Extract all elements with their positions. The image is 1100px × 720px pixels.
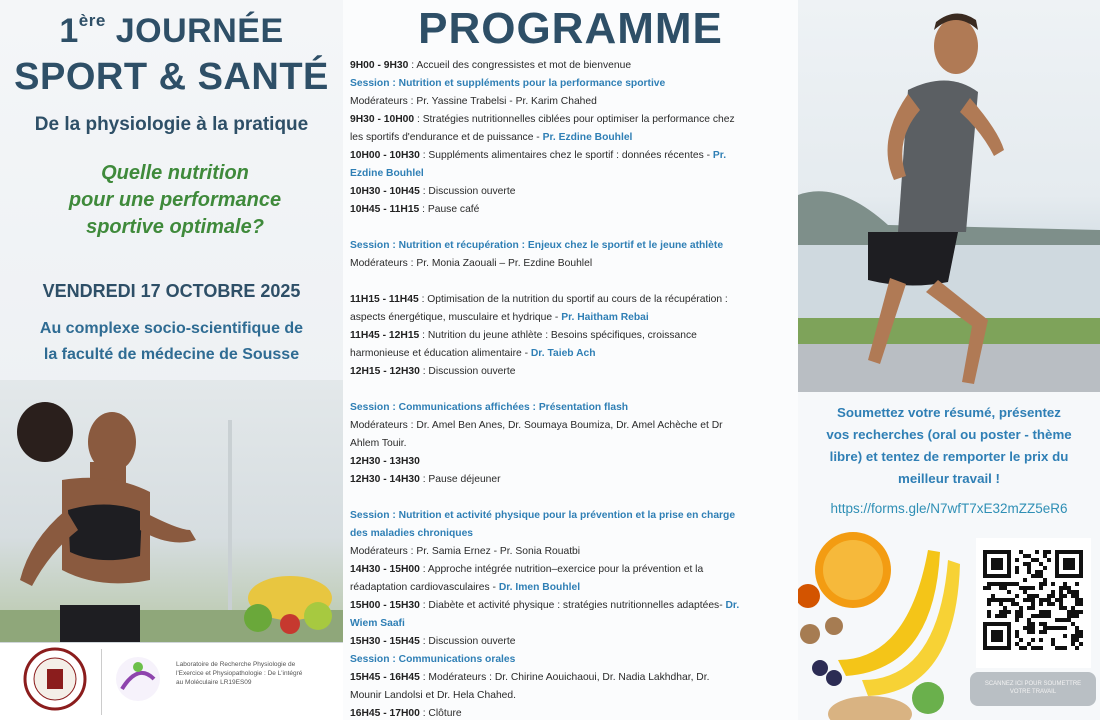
- session-heading: [350, 237, 797, 255]
- title-word: JOURNÉE: [115, 12, 284, 50]
- speaker-name: Pr. Ezdine Bouhlel: [542, 132, 633, 143]
- schedule-text: les sportifs d'endurance et de puissance -: [350, 132, 543, 143]
- schedule-time: 10H30 - 10H45: [350, 186, 420, 197]
- schedule-item: [350, 669, 797, 687]
- schedule-time: 12H15 - 12H30: [350, 366, 420, 377]
- qr-caption-line: SCANNEZ ICI POUR SOUMETTRE: [984, 681, 1082, 687]
- schedule-item: [350, 291, 797, 309]
- schedule-text: harmonieuse et éducation alimentaire -: [350, 348, 531, 359]
- schedule-time: 12H30 - 14H30: [350, 474, 420, 485]
- schedule-text: : Discussion ouverte: [419, 186, 516, 197]
- schedule-time: 10H45 - 11H15: [350, 204, 420, 215]
- schedule-time: 16H45 - 17H00: [350, 708, 420, 719]
- submission-form-link[interactable]: https://forms.gle/N7wfT7xE32mZZ5eR6: [830, 501, 1068, 516]
- right-panel: [798, 0, 1100, 720]
- lab-line: l'Exercice et Physiopathologie : De L'intégré: [176, 670, 303, 677]
- session-title: Session : Nutrition et récupération : Enjeux chez le sportif et le jeune athlète: [350, 240, 724, 251]
- session-heading: [350, 399, 797, 417]
- schedule-text: : Modérateurs : Dr. Chirine Aouichaoui, Dr. Nadia Lakhdhar, Dr.: [419, 672, 710, 683]
- schedule-time: 11H45 - 12H15: [350, 330, 420, 341]
- schedule-text: : Pause café: [419, 204, 480, 215]
- speaker-name: Dr.: [725, 600, 740, 611]
- speaker-name: Pr. Haitham Rebai: [561, 312, 649, 323]
- programme-text: Ahlem Touir.: [350, 438, 407, 449]
- programme-line: [350, 687, 797, 705]
- event-subtitle: De la physiologie à la pratique: [34, 114, 309, 135]
- schedule-item: [350, 345, 797, 363]
- schedule-time: 14H30 - 15H00: [350, 564, 420, 575]
- schedule-item: [350, 597, 797, 615]
- question-text: [40, 160, 310, 241]
- qr-code-pattern: [976, 538, 1091, 668]
- cta-line: vos recherches (oral ou poster - thème: [826, 427, 1072, 442]
- cta-line: meilleur travail !: [898, 471, 1000, 486]
- programme-text: Mounir Landolsi et Dr. Hela Chahed.: [350, 690, 516, 701]
- schedule-time: 9H00 - 9H30: [350, 60, 409, 71]
- male-runner-photo: [798, 0, 1100, 392]
- programme-spacer: [350, 273, 797, 291]
- title-ordinal: 1: [59, 12, 79, 50]
- schedule-item: [350, 309, 797, 327]
- schedule-time: 12H30 - 13H30: [350, 456, 420, 467]
- session-heading: [350, 651, 797, 669]
- venue-line: la faculté de médecine de Sousse: [43, 346, 300, 363]
- schedule-item: [350, 147, 797, 165]
- event-title-line2: SPORT & SANTÉ: [14, 56, 329, 98]
- schedule-text: : Accueil des congressistes et mot de bienvenue: [408, 60, 632, 71]
- schedule-text: aspects énergétique, musculaire et hydrique -: [350, 312, 562, 323]
- speaker-name: Ezdine Bouhlel: [350, 168, 424, 179]
- schedule-item: [350, 471, 797, 489]
- schedule-time: 15H00 - 15H30: [350, 600, 420, 611]
- schedule-item: [350, 579, 797, 597]
- speaker-name: Dr. Taieb Ach: [530, 348, 596, 359]
- programme-title: PROGRAMME: [418, 4, 723, 53]
- programme-spacer: [350, 381, 797, 399]
- female-runner-illustration: [0, 380, 343, 642]
- qr-code[interactable]: [976, 538, 1091, 668]
- programme-line: [350, 255, 797, 273]
- programme-spacer: [350, 489, 797, 507]
- schedule-text: : Optimisation de la nutrition du sportif au cours de la récupération :: [418, 294, 728, 305]
- programme-text: Modérateurs : Pr. Samia Ernez - Pr. Sonia Rouatbi: [350, 546, 581, 557]
- schedule-text: : Diabète et activité physique : stratégies nutritionnelles adaptées-: [419, 600, 726, 611]
- programme-text: Modérateurs : Pr. Yassine Trabelsi - Pr. Karim Chahed: [350, 96, 597, 107]
- schedule-text: : Discussion ouverte: [419, 366, 516, 377]
- session-heading: [350, 507, 797, 525]
- event-venue: [20, 316, 323, 368]
- schedule-item: [350, 111, 797, 129]
- speaker-name: Wiem Saafi: [350, 618, 405, 629]
- programme-line: [350, 417, 797, 435]
- title-ordinal-sup: ère: [78, 10, 106, 30]
- schedule-item: [350, 201, 797, 219]
- left-panel: [0, 0, 343, 720]
- programme-line: [350, 93, 797, 111]
- session-heading: [350, 75, 797, 93]
- programme-text: Modérateurs : Dr. Amel Ben Anes, Dr. Soumaya Boumiza, Dr. Amel Achèche et Dr: [350, 420, 723, 431]
- lab-line: Laboratoire de Recherche Physiologie de: [176, 661, 296, 668]
- schedule-item: [350, 183, 797, 201]
- programme-panel: [343, 0, 798, 720]
- schedule-text: : Clôture: [419, 708, 462, 719]
- schedule-item: [350, 165, 797, 183]
- programme-line: [350, 435, 797, 453]
- cta-line: libre) et tentez de remporter le prix du: [829, 449, 1069, 464]
- male-runner-illustration: [798, 0, 1100, 392]
- schedule-item: [350, 561, 797, 579]
- programme-line: [350, 543, 797, 561]
- schedule-time: 11H15 - 11H45: [350, 294, 419, 305]
- programme-list: [350, 57, 797, 720]
- schedule-text: réadaptation cardiovasculaires -: [350, 582, 499, 593]
- schedule-item: [350, 129, 797, 147]
- speaker-name: Pr.: [712, 150, 727, 161]
- schedule-time: 15H45 - 16H45: [350, 672, 420, 683]
- schedule-text: : Discussion ouverte: [419, 636, 516, 647]
- qr-caption: [970, 672, 1096, 706]
- schedule-text: : Stratégies nutritionnelles ciblées pour optimiser la performance chez: [414, 114, 735, 125]
- schedule-text: : Suppléments alimentaires chez le sportif : données récentes -: [419, 150, 713, 161]
- session-title: Session : Communications orales: [350, 654, 516, 665]
- female-runner-photo: [0, 380, 343, 642]
- lab-line: au Moléculaire LR19ES09: [176, 679, 252, 686]
- session-heading: [350, 525, 797, 543]
- fruits-photo: [798, 530, 978, 720]
- schedule-item: [350, 615, 797, 633]
- schedule-item: [350, 57, 797, 75]
- fruits-illustration: [798, 530, 978, 720]
- session-title: Session : Communications affichées : Présentation flash: [350, 402, 629, 413]
- submission-call: [804, 402, 1094, 490]
- lab-name: [176, 660, 336, 687]
- schedule-text: : Pause déjeuner: [419, 474, 501, 485]
- session-title: des maladies chroniques: [350, 528, 474, 539]
- event-title-line1: [0, 12, 343, 51]
- qr-caption-line: VOTRE TRAVAIL: [1009, 689, 1057, 695]
- question-line: Quelle nutrition: [101, 162, 249, 184]
- schedule-time: 9H30 - 10H00: [350, 114, 415, 125]
- session-title: Session : Nutrition et activité physique pour la prévention et la prise en charge: [350, 510, 736, 521]
- event-date: VENDREDI 17 OCTOBRE 2025: [42, 281, 301, 301]
- programme-spacer: [350, 219, 797, 237]
- venue-line: Au complexe socio-scientifique de: [39, 320, 304, 337]
- schedule-item: [350, 705, 797, 720]
- schedule-time: 15H30 - 15H45: [350, 636, 420, 647]
- session-title: Session : Nutrition et suppléments pour la performance sportive: [350, 78, 666, 89]
- speaker-name: Dr. Imen Bouhlel: [498, 582, 581, 593]
- schedule-text: : Nutrition du jeune athlète : Besoins spécifiques, croissance: [419, 330, 697, 341]
- schedule-time: 10H00 - 10H30: [350, 150, 420, 161]
- schedule-item: [350, 363, 797, 381]
- question-line: sportive optimale?: [86, 216, 264, 238]
- schedule-text: : Approche intégrée nutrition–exercice pour la prévention et la: [419, 564, 704, 575]
- programme-text: Modérateurs : Pr. Monia Zaouali – Pr. Ezdine Bouhlel: [350, 258, 593, 269]
- schedule-item: [350, 453, 797, 471]
- schedule-item: [350, 633, 797, 651]
- schedule-item: [350, 327, 797, 345]
- cta-line: Soumettez votre résumé, présentez: [837, 405, 1061, 420]
- question-line: pour une performance: [68, 189, 282, 211]
